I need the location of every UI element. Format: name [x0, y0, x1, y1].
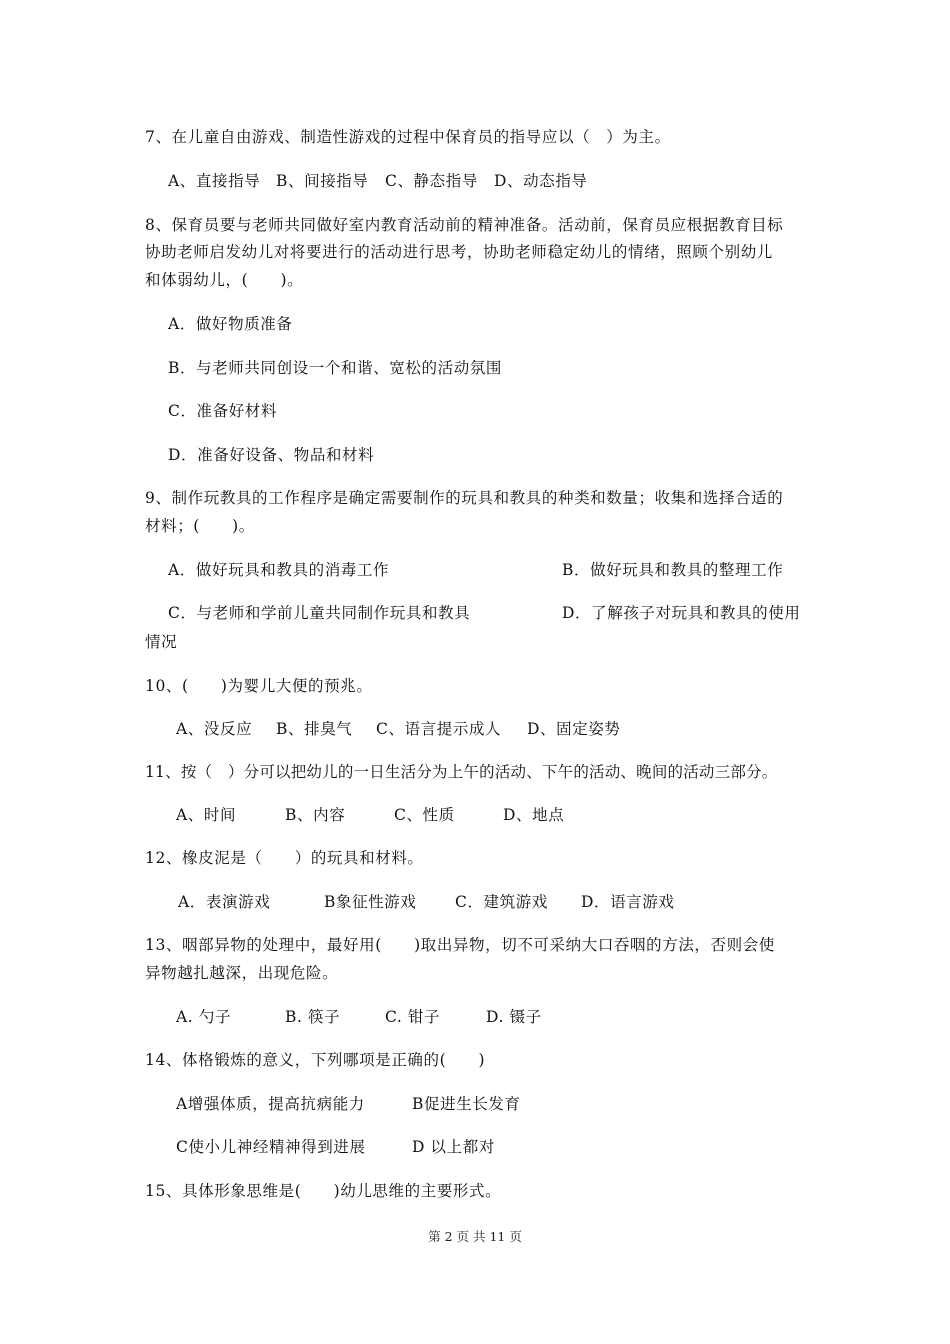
question-12-stem: 12、橡皮泥是（ ）的玩具和材料。 [145, 849, 424, 867]
option-a: A. 勺子 [176, 1008, 232, 1026]
option-b: B象征性游戏 [324, 893, 417, 911]
option-b: B、排臭气 [276, 720, 353, 738]
question-7-stem: 7、在儿童自由游戏、制造性游戏的过程中保育员的指导应以（ ）为主。 [145, 128, 671, 146]
option-d: D．语言游戏 [581, 893, 675, 911]
question-8-stem-line-1: 8、保育员要与老师共同做好室内教育活动前的精神准备。活动前，保育员应根据教育目标 [145, 216, 784, 234]
question-9-stem-line-1: 9、制作玩教具的工作程序是确定需要制作的玩具和教具的种类和数量；收集和选择合适的 [145, 489, 784, 507]
option-b: B. 筷子 [285, 1008, 341, 1026]
option-a: A、直接指导 [168, 172, 261, 190]
question-14-stem: 14、体格锻炼的意义，下列哪项是正确的( ) [145, 1051, 486, 1069]
question-10-stem: 10、( )为婴儿大便的预兆。 [145, 677, 373, 695]
question-9-option-b: B．做好玩具和教具的整理工作 [562, 561, 784, 579]
option-c: C．建筑游戏 [455, 893, 548, 911]
option-a: A、没反应 [176, 720, 253, 738]
question-13-stem-line-2: 异物越扎越深，出现危险。 [145, 964, 339, 982]
option-c: C使小儿神经精神得到进展 [176, 1138, 366, 1156]
option-c: C. 钳子 [385, 1008, 441, 1026]
question-9-stem-line-2: 材料；( )。 [145, 517, 255, 535]
option-d: D. 镊子 [486, 1008, 542, 1026]
question-9-option-c: C．与老师和学前儿童共同制作玩具和教具 [168, 604, 471, 622]
option-b: B、间接指导 [276, 172, 369, 190]
question-8-stem-line-2: 协助老师启发幼儿对将要进行的活动进行思考，协助老师稳定幼儿的情绪，照顾个别幼儿 [145, 243, 773, 261]
question-8-option-b: B．与老师共同创设一个和谐、宽松的活动氛围 [168, 359, 502, 377]
page-number-footer: 第 2 页 共 11 页 [428, 1229, 522, 1244]
option-c: C、性质 [394, 806, 455, 824]
question-15-stem: 15、具体形象思维是( )幼儿思维的主要形式。 [145, 1182, 502, 1200]
question-9-option-a: A．做好玩具和教具的消毒工作 [168, 561, 390, 579]
question-9-option-d: D．了解孩子对玩具和教具的使用 [562, 604, 801, 622]
option-a: A．表演游戏 [178, 893, 271, 911]
option-d: D、固定姿势 [527, 720, 621, 738]
option-c: C、语言提示成人 [376, 720, 502, 738]
option-d: D 以上都对 [412, 1138, 495, 1156]
question-8-option-d: D．准备好设备、物品和材料 [168, 446, 375, 464]
option-d: D、动态指导 [494, 172, 588, 190]
option-d: D、地点 [503, 806, 565, 824]
question-9-option-d-wrap: 情况 [145, 633, 178, 651]
option-b: B、内容 [285, 806, 346, 824]
question-13-stem-line-1: 13、咽部异物的处理中，最好用( )取出异物，切不可采纳大口吞咽的方法，否则会使 [145, 936, 775, 954]
option-a: A、时间 [176, 806, 237, 824]
question-8-option-a: A．做好物质准备 [168, 315, 293, 333]
question-11-stem: 11、按（ ）分可以把幼儿的一日生活分为上午的活动、下午的活动、晚间的活动三部分。 [145, 763, 778, 781]
question-8-option-c: C．准备好材料 [168, 402, 278, 420]
option-b: B促进生长发育 [412, 1095, 521, 1113]
option-a: A增强体质，提高抗病能力 [176, 1095, 365, 1113]
question-8-stem-line-3: 和体弱幼儿，( )。 [145, 271, 304, 289]
option-c: C、静态指导 [385, 172, 478, 190]
